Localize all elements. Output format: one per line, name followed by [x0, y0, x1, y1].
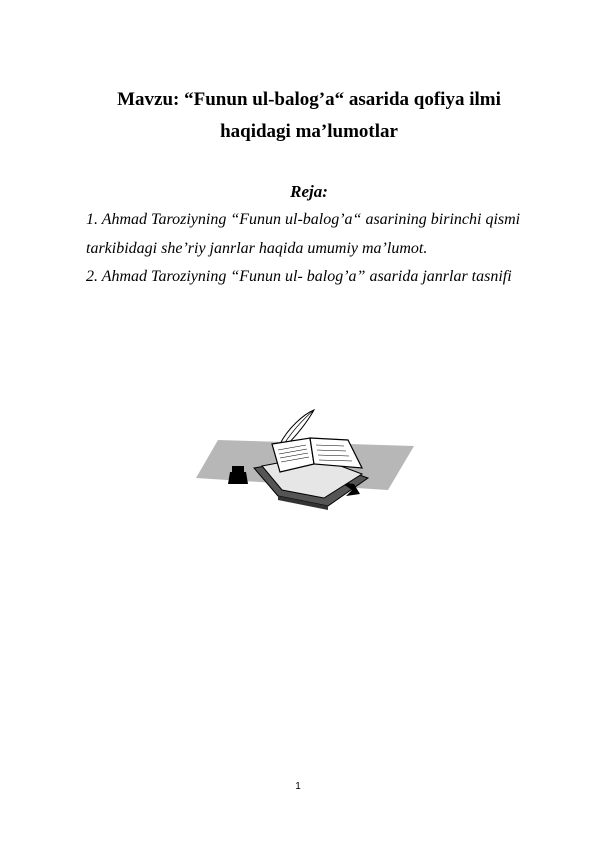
page-number: 1 [295, 781, 301, 792]
plan-item-1: 1. Ahmad Taroziyning “Funun ul-balog’a“ asarining birinchi qismi tarkibidagi she’riy janrlar haqida umumiy ma’lumot. [86, 211, 521, 257]
plan-heading: Reja: [290, 182, 328, 201]
book-quill-inkwell-icon [192, 404, 416, 512]
plan-list [86, 206, 538, 292]
plan-item-2: 2. Ahmad Taroziyning “Funun ul- balog’a” asarida janrlar tasnifi [86, 268, 512, 285]
document-title: Mavzu: “Funun ul-balog’a“ asarida qofiya ilmi haqidagi ma’lumotlar [117, 89, 501, 142]
